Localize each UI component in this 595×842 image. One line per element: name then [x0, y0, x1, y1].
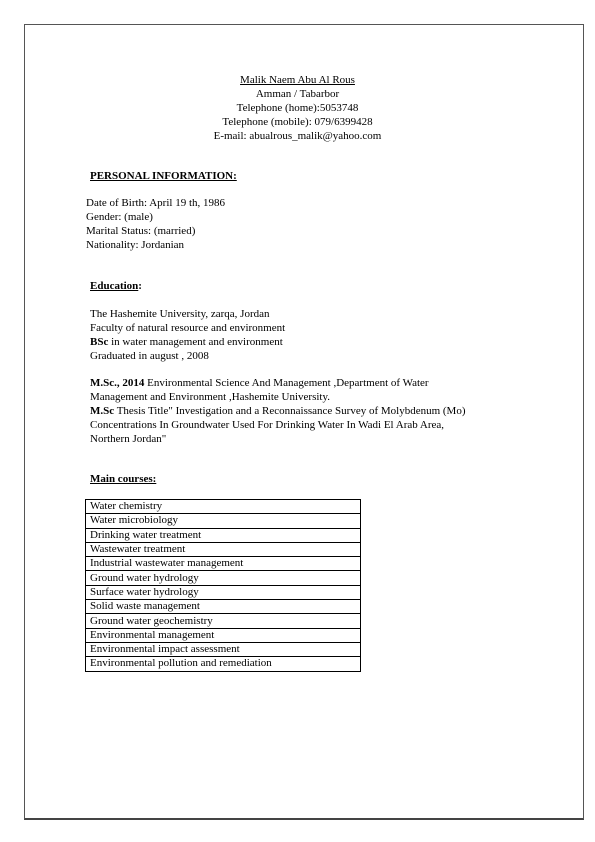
- thesis-line-3: Northern Jordan": [90, 433, 167, 445]
- course-cell: Environmental management: [86, 628, 361, 642]
- thesis-label: M.Sc: [90, 405, 115, 417]
- person-name: Malik Naem Abu Al Rous: [240, 74, 355, 86]
- table-row: [86, 557, 361, 571]
- degree-title: BSc: [90, 336, 109, 348]
- course-cell: Ground water geochemistry: [86, 614, 361, 628]
- gender: Gender: (male): [86, 211, 153, 223]
- course-cell: Environmental impact assessment: [86, 642, 361, 656]
- table-row: [86, 657, 361, 671]
- graduated: Graduated in august , 2008: [90, 350, 209, 362]
- education-heading-text: Education: [90, 280, 139, 292]
- table-row: [86, 642, 361, 656]
- education-heading: [90, 280, 142, 292]
- table-row: [86, 628, 361, 642]
- course-cell: Environmental pollution and remediation: [86, 657, 361, 671]
- msc-line-2: Management and Environment ,Hashemite University.: [90, 391, 331, 403]
- table-row: [86, 542, 361, 556]
- table-row: [86, 585, 361, 599]
- personal-info-heading: PERSONAL INFORMATION:: [90, 170, 237, 182]
- table-row: [86, 514, 361, 528]
- table-row: [86, 528, 361, 542]
- contact-header: [0, 73, 595, 143]
- bsc-block: [90, 307, 285, 363]
- phone-mobile: Telephone (mobile): 079/6399428: [222, 116, 373, 128]
- address: Amman / Tabarbor: [255, 88, 340, 100]
- courses-table: [85, 499, 361, 672]
- thesis-line-2: Concentrations In Groundwater Used For Drinking Water In Wadi El Arab Area,: [90, 419, 445, 431]
- msc-title: M.Sc., 2014: [90, 377, 145, 389]
- main-courses-heading: Main courses:: [90, 473, 157, 485]
- education-heading-colon: :: [138, 280, 142, 292]
- msc-block: [90, 376, 466, 446]
- thesis-title: Thesis Title" Investigation and a Reconnaissance Survey of Molybdenum (Mo): [114, 405, 466, 417]
- table-row: [86, 614, 361, 628]
- email: E-mail: abualrous_malik@yahoo.com: [213, 130, 382, 142]
- course-cell: Surface water hydrology: [86, 585, 361, 599]
- marital-status: Marital Status: (married): [86, 225, 196, 237]
- course-cell: Solid waste management: [86, 600, 361, 614]
- degree: [90, 335, 285, 349]
- phone-home: Telephone (home):5053748: [236, 102, 359, 114]
- table-row: [86, 571, 361, 585]
- nationality: Nationality: Jordanian: [86, 239, 185, 251]
- personal-info-block: [86, 196, 225, 252]
- course-cell: Industrial wastewater management: [86, 557, 361, 571]
- table-row: [86, 600, 361, 614]
- faculty: Faculty of natural resource and environment: [90, 322, 286, 334]
- msc-line: [90, 376, 466, 390]
- thesis-line: [90, 404, 466, 418]
- university: The Hashemite University, zarqa, Jordan: [90, 308, 270, 320]
- course-cell: Ground water hydrology: [86, 571, 361, 585]
- table-row: [86, 500, 361, 514]
- course-cell: Water chemistry: [86, 500, 361, 514]
- degree-field: in water management and environment: [108, 336, 283, 348]
- msc-detail: Environmental Science And Management ,Department of Water: [144, 377, 429, 389]
- course-cell: Wastewater treatment: [86, 542, 361, 556]
- course-cell: Drinking water treatment: [86, 528, 361, 542]
- date-of-birth: Date of Birth: April 19 th, 1986: [86, 197, 226, 209]
- course-cell: Water microbiology: [86, 514, 361, 528]
